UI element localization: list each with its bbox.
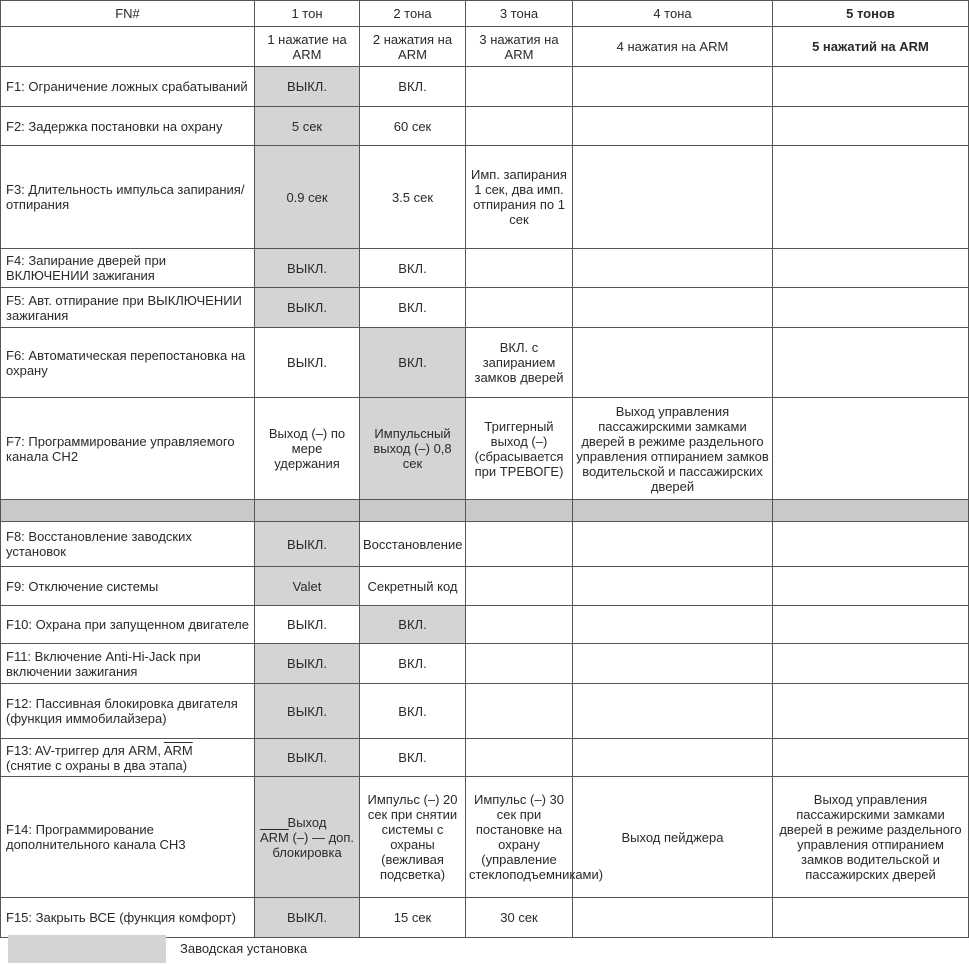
function-name: F4: Запирание дверей при ВКЛЮЧЕНИИ зажигания [1, 249, 255, 288]
function-name: F10: Охрана при запущенном двигателе [1, 606, 255, 644]
empty-cell [573, 288, 773, 328]
empty-cell [773, 522, 969, 567]
function-name: F3: Длительность импульса запирания/отпирания [1, 146, 255, 249]
header-fn: FN# [1, 1, 255, 27]
option-cell: 5 сек [255, 107, 360, 146]
table-row [1, 684, 969, 739]
option-cell: ВЫКЛ. [255, 898, 360, 938]
option-cell: Секретный код [360, 567, 466, 606]
empty-cell [773, 606, 969, 644]
option-cell: ВЫКЛ. [255, 739, 360, 777]
empty-cell [466, 567, 573, 606]
empty-cell [773, 67, 969, 107]
empty-cell [573, 146, 773, 249]
option-cell: 15 сек [360, 898, 466, 938]
function-name: F2: Задержка постановки на охрану [1, 107, 255, 146]
empty-cell [573, 67, 773, 107]
empty-cell [773, 684, 969, 739]
tone-header-row [1, 1, 969, 27]
empty-cell [466, 684, 573, 739]
header-tone-1: 1 тон [255, 1, 360, 27]
option-cell: Импульс (–) 20 сек при снятии системы с охраны (вежливая подсветка) [360, 777, 466, 898]
empty-cell [466, 67, 573, 107]
header-press-4: 4 нажатия на ARM [573, 27, 773, 67]
option-cell: Valet [255, 567, 360, 606]
option-cell: ВЫКЛ. [255, 288, 360, 328]
empty-cell [466, 606, 573, 644]
header-press-5: 5 нажатий на ARM [773, 27, 969, 67]
option-cell: 3.5 сек [360, 146, 466, 249]
option-cell: Выход $\overline{ARM}$ (–) — доп. блокировка [255, 777, 360, 898]
option-cell: ВКЛ. [360, 606, 466, 644]
empty-cell [573, 249, 773, 288]
option-cell: ВКЛ. [360, 328, 466, 398]
table-row [1, 898, 969, 938]
option-cell: 0.9 сек [255, 146, 360, 249]
option-cell: ВЫКЛ. [255, 606, 360, 644]
empty-cell [573, 107, 773, 146]
function-name: F14: Программирование дополнительного канала CH3 [1, 777, 255, 898]
option-cell: ВЫКЛ. [255, 67, 360, 107]
option-cell: ВКЛ. [360, 684, 466, 739]
table-row [1, 567, 969, 606]
option-cell: Триггерный выход (–) (сбрасывается при ТРЕВОГЕ) [466, 398, 573, 500]
empty-cell [773, 567, 969, 606]
header-tone-2: 2 тона [360, 1, 466, 27]
empty-cell [773, 898, 969, 938]
option-cell: ВКЛ. [360, 67, 466, 107]
option-cell: Импульс (–) 30 сек при постановке на охрану (управление стеклоподъемниками) [466, 777, 573, 898]
empty-cell [466, 739, 573, 777]
function-name: F9: Отключение системы [1, 567, 255, 606]
empty-cell [573, 328, 773, 398]
function-name: F5: Авт. отпирание при ВЫКЛЮЧЕНИИ зажигания [1, 288, 255, 328]
option-cell: 30 сек [466, 898, 573, 938]
function-name: F7: Программирование управляемого канала CH2 [1, 398, 255, 500]
legend [8, 935, 968, 963]
table-row [1, 644, 969, 684]
empty-cell [573, 567, 773, 606]
option-cell: Выход (–) по мере удержания [255, 398, 360, 500]
option-cell: Выход управления пассажирскими замками дверей в режиме раздельного управления отпиранием замков водительской и пассажирских дверей [573, 398, 773, 500]
header-tone-4: 4 тона [573, 1, 773, 27]
function-name: F11: Включение Anti-Hi-Jack при включении зажигания [1, 644, 255, 684]
legend-swatch [8, 935, 166, 963]
table-row [1, 606, 969, 644]
empty-cell [573, 644, 773, 684]
option-cell: ВКЛ. [360, 644, 466, 684]
option-cell: ВКЛ. с запиранием замков дверей [466, 328, 573, 398]
table-row [1, 777, 969, 898]
table-row [1, 107, 969, 146]
header-press-2: 2 нажатия на ARM [360, 27, 466, 67]
table-row [1, 249, 969, 288]
separator-row [1, 500, 969, 522]
option-cell: ВЫКЛ. [255, 644, 360, 684]
header-press-1: 1 нажатие на ARM [255, 27, 360, 67]
option-cell: ВЫКЛ. [255, 684, 360, 739]
function-name: F8: Восстановление заводских установок [1, 522, 255, 567]
table-row [1, 67, 969, 107]
option-cell: ВЫКЛ. [255, 522, 360, 567]
table-row [1, 398, 969, 500]
option-cell: Имп. запирания 1 сек, два имп. отпирания по 1 сек [466, 146, 573, 249]
table-row [1, 328, 969, 398]
function-name: F12: Пассивная блокировка двигателя (функция иммобилайзера) [1, 684, 255, 739]
function-name: F15: Закрыть ВСЕ (функция комфорт) [1, 898, 255, 938]
option-cell: ВЫКЛ. [255, 249, 360, 288]
table-row [1, 522, 969, 567]
empty-cell [573, 522, 773, 567]
table-row [1, 739, 969, 777]
option-cell: Восстановление [360, 522, 466, 567]
empty-cell [773, 398, 969, 500]
table-row [1, 146, 969, 249]
empty-cell [773, 107, 969, 146]
empty-cell [573, 739, 773, 777]
option-cell: Выход пейджера [573, 777, 773, 898]
empty-cell [773, 146, 969, 249]
empty-cell [573, 606, 773, 644]
option-cell: ВКЛ. [360, 288, 466, 328]
empty-cell [466, 522, 573, 567]
option-cell: ВКЛ. [360, 739, 466, 777]
function-name: F6: Автоматическая перепостановка на охрану [1, 328, 255, 398]
empty-cell [773, 739, 969, 777]
empty-cell [773, 644, 969, 684]
empty-cell [466, 249, 573, 288]
option-cell: ВКЛ. [360, 249, 466, 288]
empty-cell [773, 328, 969, 398]
empty-cell [466, 288, 573, 328]
option-cell: 60 сек [360, 107, 466, 146]
legend-label: Заводская установка [180, 941, 308, 956]
function-name: F1: Ограничение ложных срабатываний [1, 67, 255, 107]
header-empty [1, 27, 255, 67]
option-cell: Импульсный выход (–) 0,8 сек [360, 398, 466, 500]
option-cell: ВЫКЛ. [255, 328, 360, 398]
press-header-row [1, 27, 969, 67]
empty-cell [773, 249, 969, 288]
function-name: F13: AV-триггер для ARM, $\overline{ARM}$ (снятие с охраны в два этапа) [1, 739, 255, 777]
header-tone-3: 3 тона [466, 1, 573, 27]
empty-cell [573, 684, 773, 739]
table-row [1, 288, 969, 328]
option-cell: Выход управления пассажирскими замками дверей в режиме раздельного управления отпиранием замков водительской и пассажирских дверей [773, 777, 969, 898]
empty-cell [573, 898, 773, 938]
header-tone-5: 5 тонов [773, 1, 969, 27]
header-press-3: 3 нажатия на ARM [466, 27, 573, 67]
empty-cell [466, 107, 573, 146]
empty-cell [466, 644, 573, 684]
empty-cell [773, 288, 969, 328]
